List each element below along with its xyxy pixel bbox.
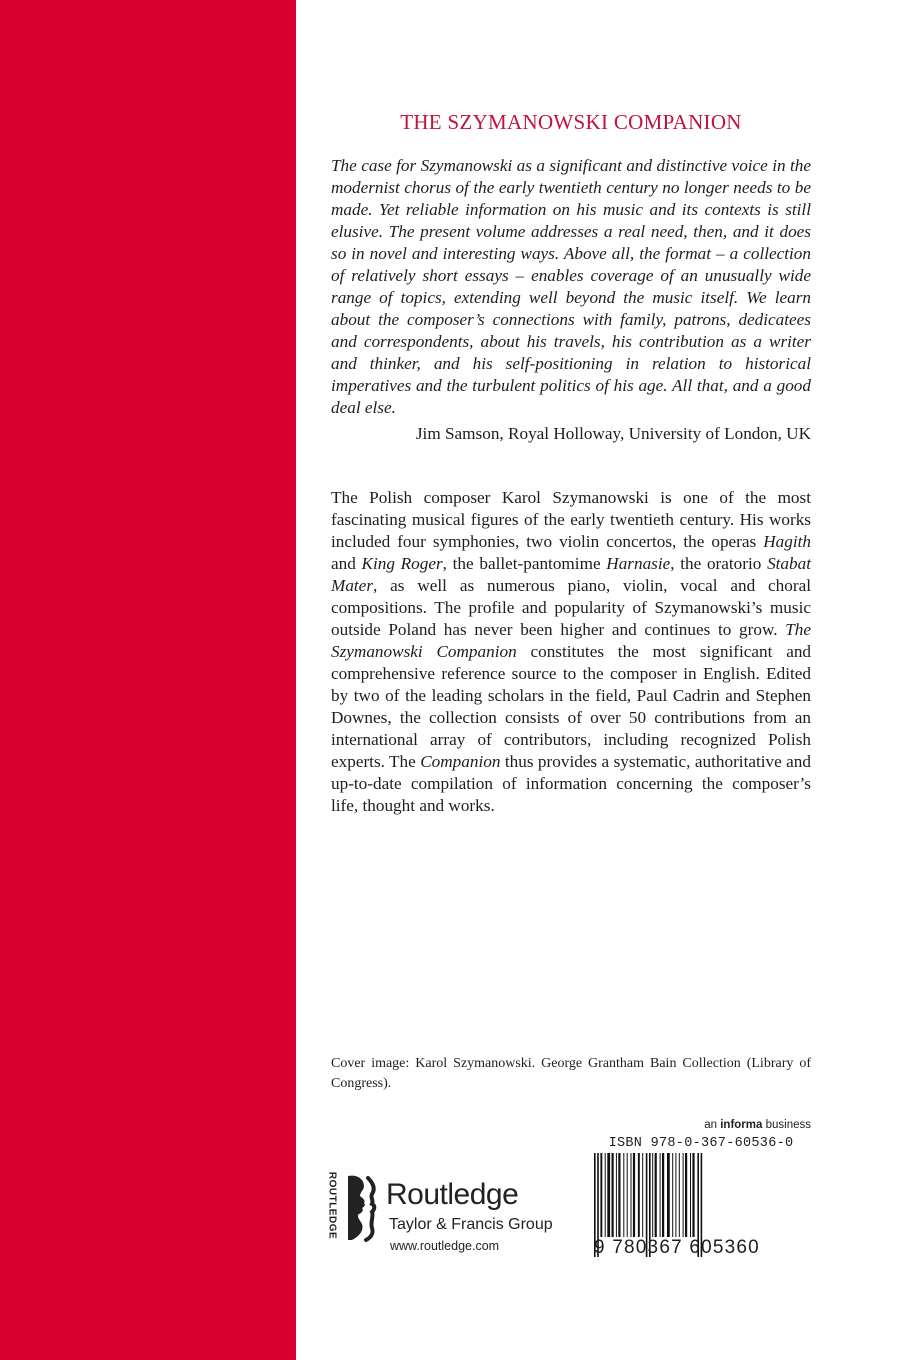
barcode-bar xyxy=(672,1153,673,1237)
barcode-bar xyxy=(623,1153,624,1237)
desc-harnasie: Harnasie xyxy=(606,554,671,573)
barcode-bar xyxy=(627,1153,628,1237)
cover-image-credit: Cover image: Karol Szymanowski. George Grantham Bain Collection (Library of Congress). xyxy=(331,1056,811,1091)
book-title: THE SZYMANOWSKI COMPANION xyxy=(400,110,742,134)
barcode-bar xyxy=(679,1153,680,1237)
red-spine-band xyxy=(0,0,296,1360)
barcode-bar xyxy=(616,1153,617,1237)
routledge-vertical-text: ROUTLEDGE xyxy=(326,1171,338,1240)
desc-king-roger: King Roger xyxy=(361,554,443,573)
desc-stabat-mater: Stabat Mater xyxy=(331,554,811,595)
barcode-bar xyxy=(600,1153,602,1237)
desc-text-2: , the ballet-pantomime xyxy=(442,554,607,573)
barcode-bar xyxy=(660,1153,661,1237)
endorsement-quote: The case for Szymanowski as a significant and distinctive voice in the modernist chorus of the early twentieth century no longer needs to be made. Yet reliable information on his music and its contexts is still elusive. The present volume addresses a real need, then, and it does so in novel and interesting ways. Above all, the format – a collection of relatively short essays – enables coverage of an unusually wide range of topics, extending well beyond the music itself. We learn about the composer’s connections with family, patrons, dedicatees and correspondents, about his travels, his contribution as a writer and thinker, and his self-positioning in relation to historical imperatives and the turbulent politics of his age. All that, and a good deal else. xyxy=(331,156,811,417)
informa-suffix: business xyxy=(762,1119,811,1131)
barcode-bar xyxy=(652,1153,653,1237)
profile-silhouette-icon xyxy=(342,1172,382,1244)
desc-hagith: Hagith xyxy=(763,532,811,551)
barcode-bar xyxy=(605,1153,606,1237)
barcode-bar xyxy=(642,1153,643,1237)
barcode-bar xyxy=(638,1153,640,1237)
desc-text-and: and xyxy=(331,554,362,573)
barcode-bar xyxy=(618,1153,620,1237)
desc-companion-title: The Szymanowski Companion xyxy=(331,620,811,661)
barcode-bar xyxy=(675,1153,676,1237)
informa-bold: informa xyxy=(720,1119,763,1131)
barcode-bar xyxy=(607,1153,610,1237)
barcode-bar xyxy=(631,1153,632,1237)
barcode-bar xyxy=(692,1153,694,1237)
routledge-logo xyxy=(320,1172,570,1262)
barcode-bar xyxy=(655,1153,657,1237)
barcode-number: 9 780367 605360 xyxy=(594,1237,760,1258)
routledge-name: Routledge xyxy=(386,1178,519,1211)
barcode-bar xyxy=(683,1153,684,1237)
desc-text-4: , as well as numerous piano, violin, vocal and choral compositions. The profile and popularity of Szymanowski’s music outside Poland has never been higher and continues to grow. xyxy=(331,576,811,639)
barcode-bar xyxy=(685,1153,687,1237)
desc-text-6: thus provides a systematic, authoritative and up-to-date compilation of information concerning the composer’s life, thought and works. xyxy=(331,752,811,815)
barcode-bar xyxy=(662,1153,664,1237)
routledge-vertical-wordmark xyxy=(320,1172,342,1244)
barcode-bar xyxy=(612,1153,614,1237)
desc-companion: Companion xyxy=(420,752,501,771)
isbn-label: ISBN 978-0-367-60536-0 xyxy=(608,1136,794,1151)
desc-text-5: constitutes the most significant and comprehensive reference source to the composer in English. Edited by two of the leading scholars in the field, Paul Cadrin and Stephen Downes, the collection consists of over 50 contributions from an international array of contributors, including recognized Polish experts. The xyxy=(331,642,812,771)
book-description xyxy=(331,487,811,817)
informa-business-label xyxy=(560,1119,811,1131)
barcode-bar xyxy=(633,1153,635,1237)
taylor-francis-group: Taylor & Francis Group xyxy=(389,1216,553,1233)
endorsement-attribution: Jim Samson, Royal Holloway, University of London, UK xyxy=(415,424,811,443)
barcode-bar xyxy=(690,1153,691,1237)
publisher-url: www.routledge.com xyxy=(390,1239,500,1253)
informa-prefix: an xyxy=(704,1119,721,1131)
desc-text-3: , the oratorio xyxy=(670,554,768,573)
desc-text-1: The Polish composer Karol Szymanowski is one of the most fascinating musical figures of the early twentieth century. His works included four symphonies, two violin concertos, the operas xyxy=(331,488,811,551)
barcode-bar xyxy=(667,1153,670,1237)
